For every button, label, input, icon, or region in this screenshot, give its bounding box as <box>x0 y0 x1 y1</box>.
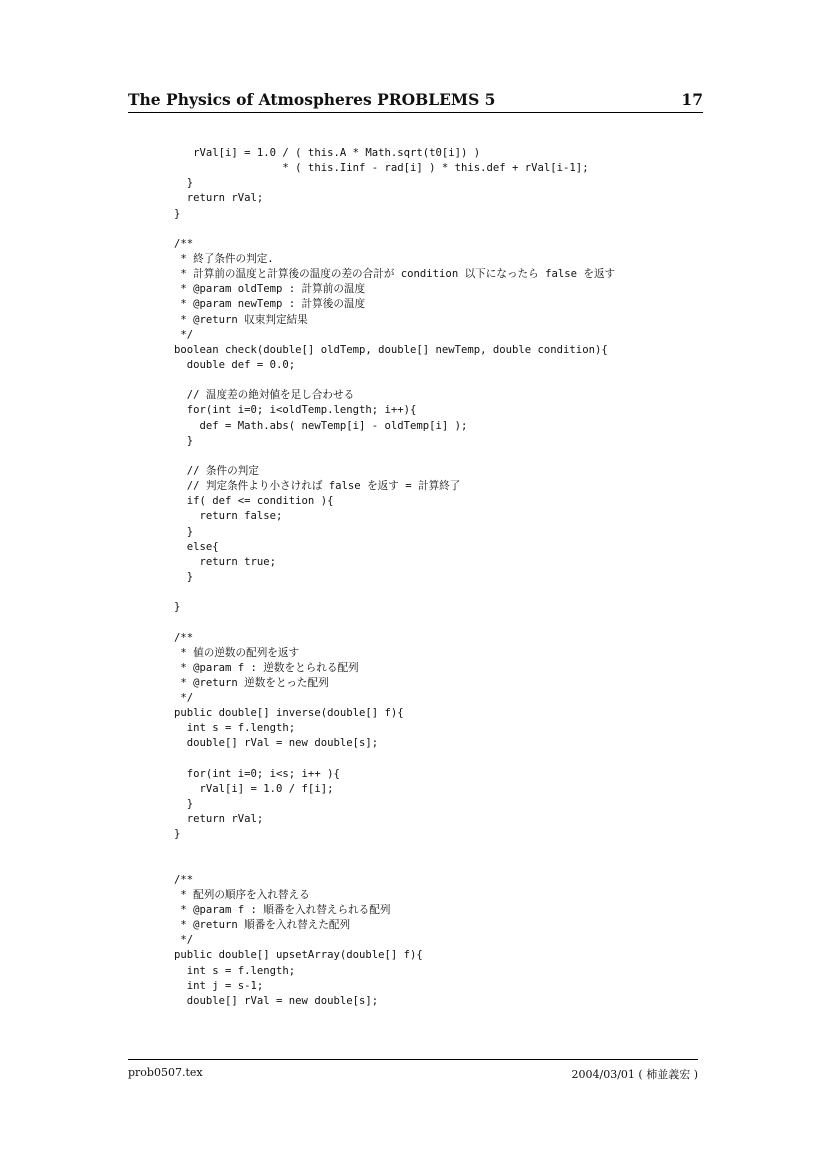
code-line: else{ <box>174 540 219 553</box>
code-line: } <box>174 207 181 220</box>
document-title: The Physics of Atmospheres PROBLEMS 5 <box>128 90 496 109</box>
code-line: rVal[i] = 1.0 / f[i]; <box>174 782 334 795</box>
page-header <box>128 88 703 113</box>
code-line: return true; <box>174 555 277 568</box>
code-line: for(int i=0; i<s; i++ ){ <box>174 767 340 780</box>
code-line: def = Math.abs( newTemp[i] - oldTemp[i] ); <box>174 419 468 432</box>
code-line: double def = 0.0; <box>174 358 296 371</box>
code-line: */ <box>174 692 194 705</box>
code-line <box>174 842 615 857</box>
code-line: */ <box>174 934 194 947</box>
code-line <box>174 585 615 600</box>
code-line: * 値の逆数の配列を返す <box>174 646 300 659</box>
code-line: * @return 順番を入れ替えた配列 <box>174 919 351 932</box>
code-line: rVal[i] = 1.0 / ( this.A * Math.sqrt(t0[i]) ) <box>174 147 481 159</box>
code-line: public double[] upsetArray(double[] f){ <box>174 949 423 962</box>
code-line: double[] rVal = new double[s]; <box>174 994 379 1007</box>
code-line: * 計算前の温度と計算後の温度の差の合計が condition 以下になったら false を返す <box>174 268 616 281</box>
code-line: * @param f : 逆数をとられる配列 <box>174 661 359 674</box>
code-line: return rVal; <box>174 813 264 826</box>
code-line: int j = s-1; <box>174 979 264 992</box>
code-line: return false; <box>174 510 283 523</box>
code-line <box>174 858 615 873</box>
code-line <box>174 615 615 630</box>
code-listing <box>174 146 615 1009</box>
code-line: */ <box>174 328 194 341</box>
page-footer <box>128 1059 698 1084</box>
code-line: * @return 逆数をとった配列 <box>174 676 329 689</box>
code-line <box>174 373 615 388</box>
code-line: /** <box>174 631 194 644</box>
code-line: if( def <= condition ){ <box>174 495 334 508</box>
code-line: * @param f : 順番を入れ替えられる配列 <box>174 904 391 917</box>
code-line: } <box>174 570 194 583</box>
code-line: * ( this.Iinf - rad[i] ) * this.def + rVal[i-1]; <box>174 162 589 175</box>
code-line: } <box>174 434 194 447</box>
code-line: } <box>174 177 194 190</box>
code-line: /** <box>174 873 194 886</box>
code-line: int s = f.length; <box>174 964 296 977</box>
code-line <box>174 449 615 464</box>
code-line: * @param newTemp : 計算後の温度 <box>174 298 366 311</box>
code-line: return rVal; <box>174 192 264 205</box>
code-line: } <box>174 525 194 538</box>
code-line: } <box>174 828 181 841</box>
code-line: for(int i=0; i<oldTemp.length; i++){ <box>174 404 417 417</box>
code-line: public double[] inverse(double[] f){ <box>174 707 404 720</box>
code-line: // 条件の判定 <box>174 464 259 477</box>
code-line: * @param oldTemp : 計算前の温度 <box>174 283 366 296</box>
date-and-author: 2004/03/01 ( 柿並義宏 ) <box>571 1068 698 1081</box>
code-line <box>174 752 615 767</box>
code-line: } <box>174 798 194 811</box>
code-line: // 温度差の絶対値を足し合わせる <box>174 389 355 402</box>
code-line: /** <box>174 237 194 250</box>
code-line: int s = f.length; <box>174 722 296 735</box>
code-line: boolean check(double[] oldTemp, double[] newTemp, double condition){ <box>174 343 608 356</box>
code-line <box>174 222 615 237</box>
code-line: * 配列の順序を入れ替える <box>174 888 310 901</box>
code-line: * @return 収束判定結果 <box>174 313 308 326</box>
code-line: * 終了条件の判定. <box>174 252 274 265</box>
page-number: 17 <box>681 90 703 109</box>
code-line: double[] rVal = new double[s]; <box>174 737 379 750</box>
code-line: } <box>174 601 181 614</box>
source-file-name: prob0507.tex <box>128 1066 203 1079</box>
code-line: // 判定条件より小さければ false を返す = 計算終了 <box>174 480 461 493</box>
